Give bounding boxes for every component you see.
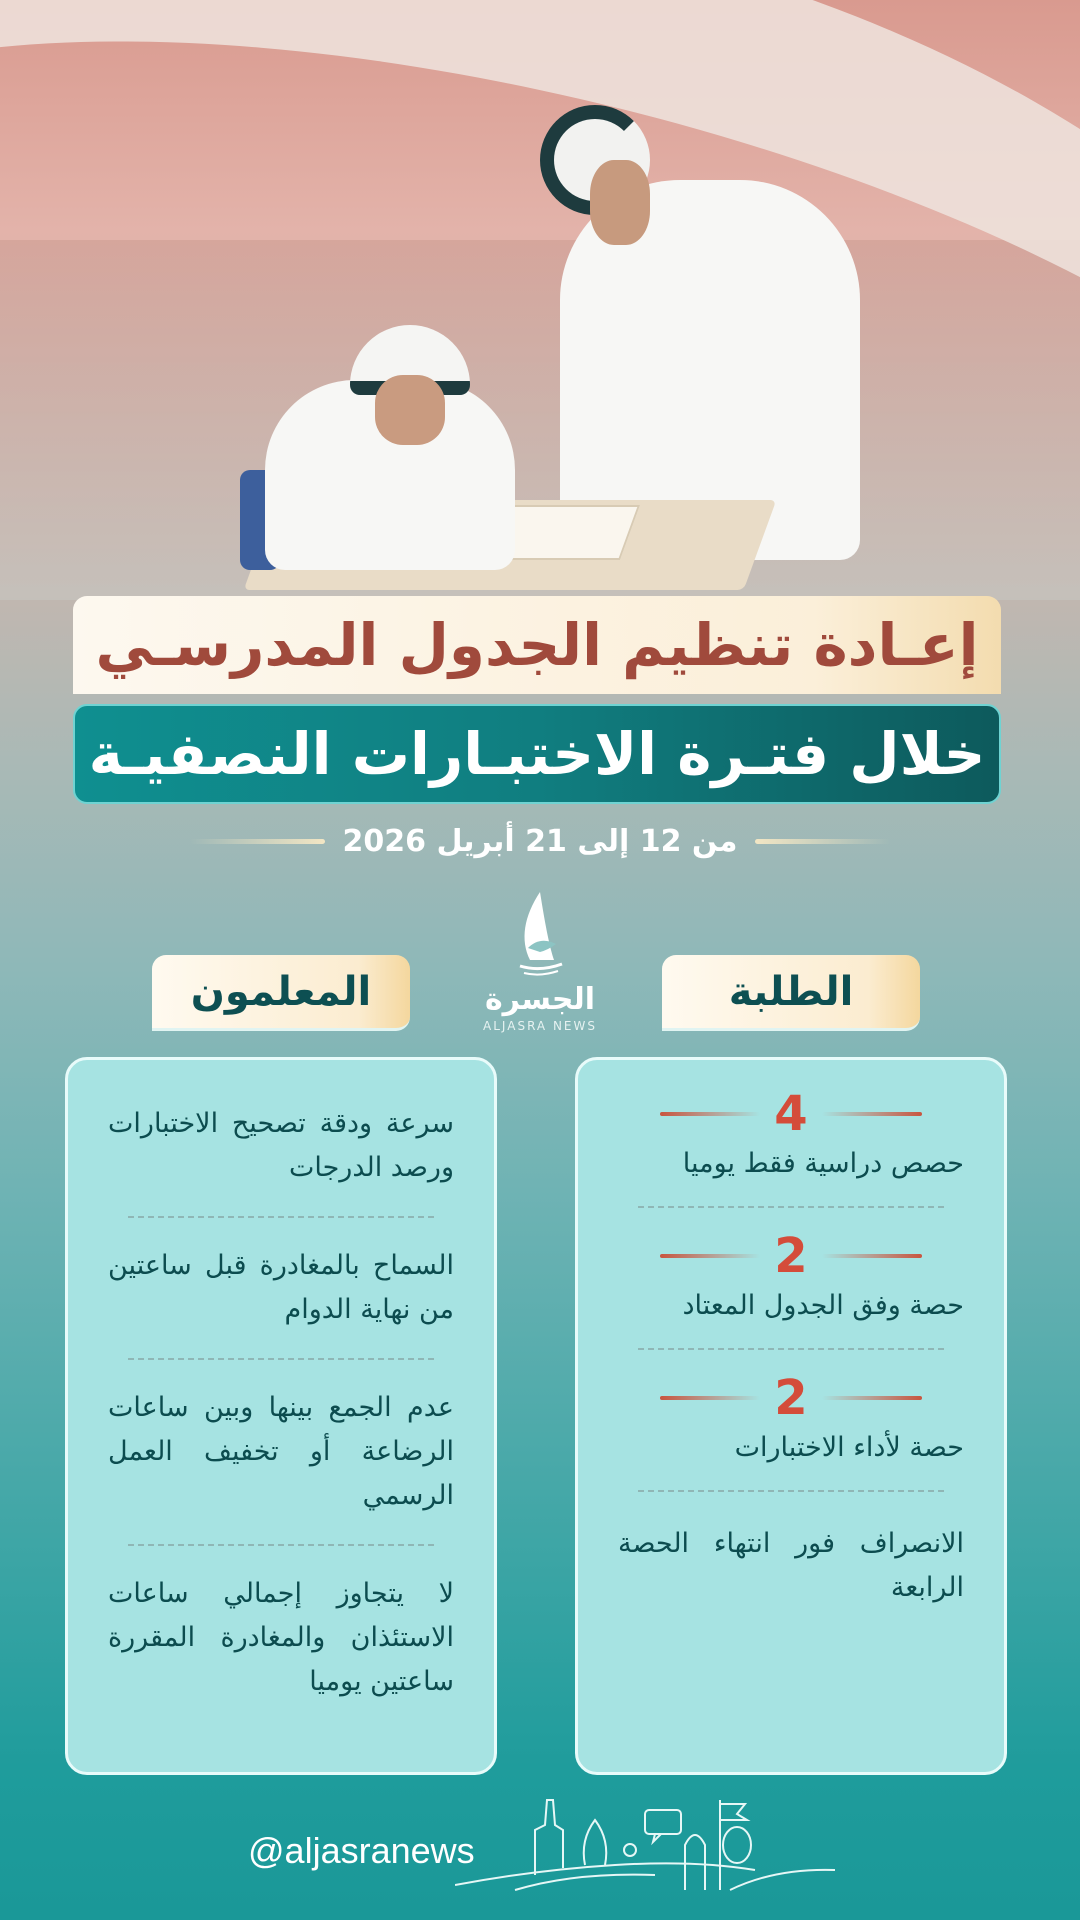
students-item-3 (618, 1370, 964, 1470)
dashed-divider (638, 1348, 944, 1350)
teachers-label-text: المعلمون (190, 968, 372, 1015)
dashed-divider (638, 1206, 944, 1208)
dashed-divider (128, 1216, 434, 1218)
title-line-2-text: خلال فتـرة الاختبـارات النصفيـة (88, 720, 986, 788)
number-row (618, 1370, 964, 1426)
teacher-face (590, 160, 650, 245)
number-line-left (822, 1254, 922, 1258)
sailboat-icon (510, 890, 570, 980)
students-item-text: حصص دراسية فقط يوميا (682, 1148, 964, 1179)
period-count: 2 (774, 1228, 808, 1284)
brand-logo (470, 890, 610, 1050)
teachers-item-2 (108, 1244, 454, 1332)
students-label-text: الطلبة (728, 968, 854, 1015)
date-range (190, 818, 890, 864)
skyline-illustration-icon (455, 1790, 835, 1900)
number-line-right (660, 1396, 760, 1400)
students-panel (575, 1057, 1007, 1775)
students-item-4 (618, 1522, 964, 1610)
footer (0, 1790, 1080, 1920)
period-count: 2 (774, 1370, 808, 1426)
students-label (662, 955, 920, 1031)
number-line-right (660, 1112, 760, 1116)
teachers-item-3 (108, 1386, 454, 1518)
teachers-label (152, 955, 410, 1031)
students-item-2 (618, 1228, 964, 1328)
teachers-panel (65, 1057, 497, 1775)
brand-name-ar: الجسرة (484, 982, 596, 1017)
students-item-1 (618, 1086, 964, 1186)
title-line-2 (73, 704, 1001, 804)
teachers-item-text: عدم الجمع بينها وبين ساعات الرضاعة أو تخفيف العمل الرسمي (108, 1392, 454, 1511)
date-divider-right (755, 839, 890, 844)
date-range-text: من 12 إلى 21 أبريل 2026 (342, 823, 738, 859)
hero-photo (0, 0, 1080, 600)
dashed-divider (128, 1358, 434, 1360)
title-line-1-text: إعـادة تنظيم الجدول المدرسـي (95, 611, 979, 679)
number-line-left (822, 1396, 922, 1400)
period-count: 4 (774, 1086, 808, 1142)
teachers-item-text: لا يتجاوز إجمالي ساعات الاستئذان والمغادرة المقررة ساعتين يوميا (108, 1578, 454, 1697)
dashed-divider (638, 1490, 944, 1492)
number-row (618, 1228, 964, 1284)
number-line-left (822, 1112, 922, 1116)
teachers-item-4 (108, 1572, 454, 1704)
teachers-item-1 (108, 1102, 454, 1190)
teachers-item-text: السماح بالمغادرة قبل ساعتين من نهاية الدوام (108, 1250, 454, 1325)
dashed-divider (128, 1544, 434, 1546)
students-item-text: حصة لأداء الاختبارات (734, 1432, 964, 1463)
student-face (375, 375, 445, 445)
number-line-right (660, 1254, 760, 1258)
students-item-text: الانصراف فور انتهاء الحصة الرابعة (618, 1528, 964, 1603)
brand-name-en: ALJASRA NEWS (483, 1019, 597, 1033)
students-item-text: حصة وفق الجدول المعتاد (682, 1290, 964, 1321)
teachers-item-text: سرعة ودقة تصحيح الاختبارات ورصد الدرجات (108, 1108, 454, 1183)
date-divider-left (190, 839, 325, 844)
social-handle[interactable]: @aljasranews (248, 1830, 475, 1871)
title-line-1 (73, 596, 1001, 694)
number-row (618, 1086, 964, 1142)
